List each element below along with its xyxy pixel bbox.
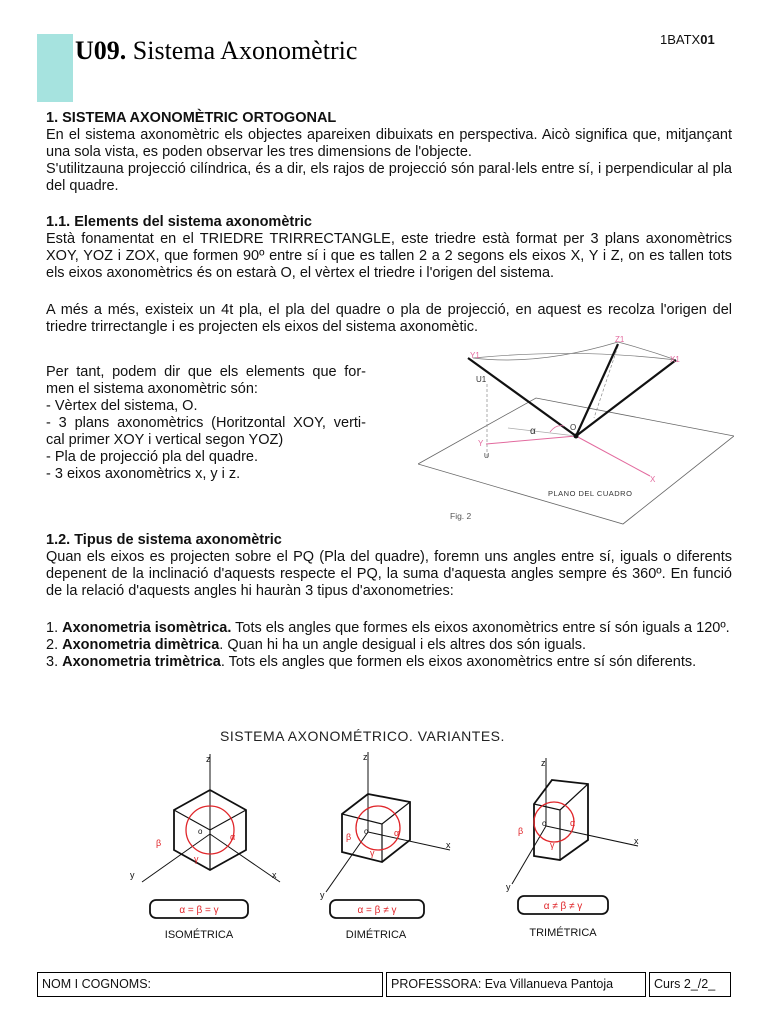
student-name-field[interactable]: NOM I COGNOMS:: [37, 972, 383, 997]
angle-beta: β: [518, 826, 524, 836]
axis-label-z: z: [206, 754, 211, 764]
figure-3-variants: [120, 722, 660, 947]
section-1-1: [46, 214, 732, 282]
axis-label-o: o: [364, 827, 369, 836]
trimetric-label: TRIMÉTRICA: [529, 927, 597, 939]
label-o: O: [570, 423, 577, 432]
section-1-2: [46, 532, 732, 600]
type-number: 1.: [46, 620, 63, 636]
section-1-1-para-2: A més a més, existeix un 4t pla, el pla del quadre o pla de projecció, en aquest es recolza l'origen del triedre trirrectangle i es projecten els eixos del sistema axonomètic.: [46, 302, 732, 335]
projection-plane: [418, 398, 734, 524]
angle-alpha: α: [570, 818, 576, 828]
axis-label-x: x: [272, 870, 277, 880]
list-line: cal primer XOY i vertical segon YOZ): [46, 432, 284, 448]
course-prefix: 1BATX: [660, 32, 701, 47]
angle-beta: β: [346, 832, 352, 842]
section-1-1-para-2-block: [46, 302, 732, 336]
axis-label-z: z: [541, 758, 546, 768]
figure-2-triedre: [418, 336, 734, 526]
type-number: 3.: [46, 654, 63, 670]
section-1-para-2: S'utilitzauna projecció cilíndrica, és a dir, els rajos de projecció són paral·lels entre sí, i perpendicular al pla del quadre.: [46, 161, 732, 194]
projected-y-axis: [486, 436, 576, 444]
type-name: Axonometria dimètrica: [62, 637, 220, 653]
axis-label-y: y: [320, 890, 325, 900]
course-code: [660, 32, 715, 47]
list-line: men el sistema axonomètric són:: [46, 381, 258, 397]
type-name: Axonometria trimètrica: [62, 654, 221, 670]
section-1-heading: 1. SISTEMA AXONOMÈTRIC ORTOGONAL: [46, 110, 337, 126]
type-name: Axonometria isomètrica.: [62, 620, 232, 636]
list-line: - Pla de projecció pla del quadre.: [46, 449, 258, 465]
label-u1: U1: [476, 375, 487, 384]
axis-label-x: x: [634, 836, 639, 846]
type-description: . Quan hi ha un angle desigual i els altres dos són iguals.: [219, 637, 587, 653]
axis-label-x: x: [446, 840, 451, 850]
course-year-field[interactable]: Curs 2_/2_: [649, 972, 731, 997]
footer-table: [37, 972, 731, 997]
type-description: Tots els angles que formes els eixos axonomètrics entre sí són iguals a 120º.: [231, 620, 730, 636]
list-line: Per tant, podem dir que els elements que for-: [46, 364, 366, 380]
teacher-cell: PROFESSORA: Eva Villanueva Pantoja: [386, 972, 646, 997]
section-1: [46, 110, 732, 195]
list-line: - Vèrtex del sistema, O.: [46, 398, 198, 414]
label-y1: Y1: [470, 351, 480, 360]
section-1-para-1: En el sistema axonomètric els objectes apareixen dibuixats en perspectiva. Aicò significa que, mitjançant una sola vista, es poden observar les tres dimensions de l'objecte.: [46, 127, 732, 160]
elements-list: [46, 364, 366, 483]
list-line: - 3 eixos axonomètrics x, y i z.: [46, 466, 241, 482]
trimetric-diagram: [506, 758, 639, 939]
label-x: X: [650, 475, 656, 484]
trimetric-formula: α ≠ β ≠ γ: [543, 901, 583, 912]
type-number: 2.: [46, 637, 63, 653]
type-item-trimetric: [46, 654, 732, 671]
label-y: Y: [478, 439, 484, 448]
label-alpha: α: [530, 426, 536, 437]
title-accent-bar: [37, 34, 73, 102]
axis-label-o: o: [542, 819, 547, 828]
page-title: [75, 36, 357, 66]
type-description: . Tots els angles que formen els eixos axonomètrics entre sí són diferents.: [220, 654, 697, 670]
figure-3-title: SISTEMA AXONOMÉTRICO. VARIANTES.: [220, 728, 505, 744]
section-1-2-heading: 1.2. Tipus de sistema axonomètric: [46, 532, 282, 548]
label-u: U: [484, 453, 490, 460]
dimetric-formula: α = β ≠ γ: [357, 905, 397, 916]
angle-alpha: α: [230, 832, 236, 842]
angle-beta: β: [156, 838, 162, 848]
label-z1: Z1: [615, 336, 625, 344]
angle-gamma: γ: [550, 840, 555, 850]
section-1-2-para-1: Quan els eixos es projecten sobre el PQ (Pla del quadre), foremn uns angles entre sí, iguals o diferents depenent de la inclinació d'aquests respecte el PQ, la suma d'aquesta angles sempre és 360º. En funció de la relació d'aquests angles hi hauràn 3 tipus d'axonometries:: [46, 549, 732, 599]
axis-label-o: o: [198, 827, 203, 836]
unit-title: Sistema Axonomètric: [132, 36, 358, 65]
dimetric-label: DIMÉTRICA: [345, 929, 407, 941]
type-item-isometric: [46, 620, 732, 637]
angle-gamma: γ: [194, 854, 199, 864]
section-1-1-para-1: Està fonamentat en el TRIEDRE TRIRRECTANGLE, este triedre està format per 3 plans axonomètrics XOY, YOZ i ZOX, que formen 90º entre sí i que es tallen 2 a 2 segons els eixos X, Y i Z, on es tallen tots els eixos axonomètrics és on estarà O, el vèrtex el triedre i l'origen del sistema.: [46, 231, 732, 281]
figure-2-caption: Fig. 2: [450, 511, 472, 521]
angle-alpha: α: [394, 828, 400, 838]
type-item-dimetric: [46, 637, 732, 654]
axis-label-z: z: [363, 752, 368, 762]
plane-label: PLANO DEL CUADRO: [548, 489, 633, 498]
isometric-formula: α = β = γ: [179, 905, 219, 916]
course-number: 01: [700, 32, 715, 47]
dimetric-diagram: [320, 752, 451, 941]
isometric-diagram: [130, 754, 280, 941]
angle-gamma: γ: [370, 848, 375, 858]
trace-triangle: [473, 342, 676, 360]
axonometry-types-list: [46, 620, 732, 671]
axis-label-y: y: [130, 870, 135, 880]
triedre-z-edge: [576, 344, 618, 436]
axis-label-y: y: [506, 882, 511, 892]
section-1-1-heading: 1.1. Elements del sistema axonomètric: [46, 214, 312, 230]
origin-point: [574, 434, 579, 439]
unit-number: U09.: [75, 36, 127, 65]
list-line: - 3 plans axonomètrics (Horitzontal XOY, verti-: [46, 415, 366, 431]
isometric-label: ISOMÉTRICA: [164, 929, 234, 941]
projected-x-axis: [576, 436, 650, 476]
label-x1: X1: [670, 355, 680, 364]
